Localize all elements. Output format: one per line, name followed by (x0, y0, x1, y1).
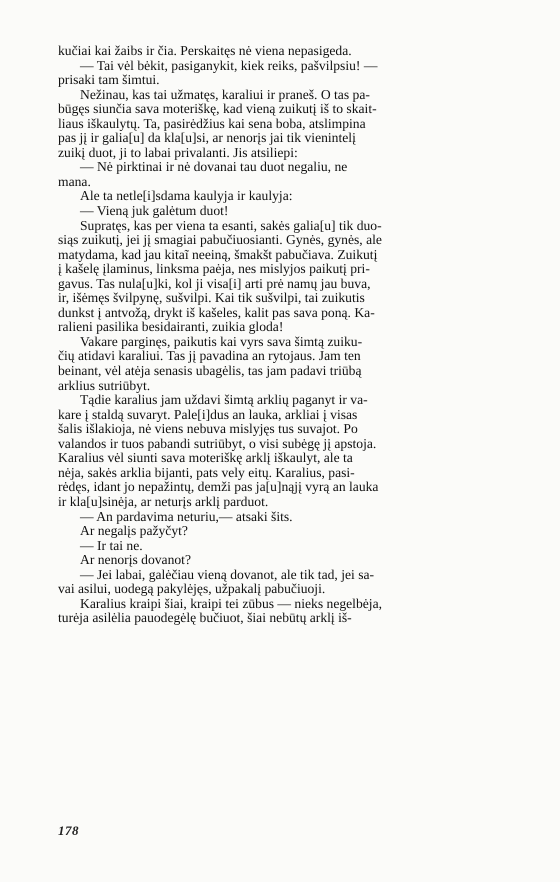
text-line: matydama, kad jau kitaĩ neeiną, šmakšt pabučiava. Zuikutį (58, 247, 378, 262)
text-line: prisaki tam šimtui. (58, 73, 160, 88)
text-line: ralieni pasilika besidairanti, zuikia gloda! (58, 320, 284, 335)
text-line: nėja, sakės arklia bijanti, pats vely eitų. Karalius, pasi- (58, 465, 355, 480)
text-line: gavus. Tas nula[u]ki, kol ji visa[i] arti prė namų jau buva, (58, 276, 371, 291)
text-line: mana. (58, 174, 91, 189)
book-page (58, 44, 510, 844)
text-line: Tądie karalius jam uždavi šimtą arklių paganyt ir va- (80, 393, 368, 408)
text-line: valandos ir tuos pabandi sutriūbyt, o visi subėgę jį apstoja. (58, 436, 377, 451)
text-line: vai asilui, uodegą pakylėjęs, užpakalį pabučiuoji. (58, 582, 326, 597)
text-line: pas jį ir galia[u] da kla[u]si, ar nenorįs jai tik vienintelį (58, 131, 356, 146)
text-line: Karalius vėl siunti sava moteriškę arklį iškaulyt, ale ta (58, 451, 353, 466)
text-line: — An pardavima neturiu,— atsaki šits. (80, 509, 293, 524)
text-line: — Ir tai ne. (80, 538, 143, 553)
text-line: Ar nenorįs dovanot? (80, 553, 191, 568)
text-line: į kašelę įlaminus, linksma paėja, nes mislyjos paikutį pri- (58, 262, 370, 277)
text-line: kare į staldą suvaryt. Pale[i]dus an lauka, arkliai į visas (58, 407, 358, 422)
text-line: turėja asilėlia pauodegėlę bučiuot, šiai nebūtų arklį iš- (58, 611, 352, 626)
text-line: — Jei labai, galėčiau vieną dovanot, ale tik tad, jei sa- (80, 567, 375, 582)
text-line: kučiai kai žaibs ir čia. Perskaitęs nė viena nepasigeda. (58, 44, 352, 58)
text-line: Ar negalįs pažyčyt? (80, 524, 188, 539)
text-line: ir, išėmęs švilpynę, sušvilpi. Kai tik sušvilpi, tai zuikutis (58, 291, 365, 306)
text-line: rėdęs, idant jo nepažintų, demži pas ja[u]nąjį vyrą an lauka (58, 480, 379, 495)
text-line: Vakare parginęs, paikutis kai vyrs sava šimtą zuiku- (80, 334, 363, 349)
text-line: Ale ta netle[i]sdama kaulyja ir kaulyja: (80, 189, 293, 204)
text-line: šalis išlakioja, nė viens nebuva mislyjęs tus suvajot. Po (58, 422, 358, 437)
text-line: — Nė pirktinai ir nė dovanai tau duot negaliu, ne (80, 160, 348, 175)
text-line: liaus iškaulytų. Ta, pasirėdžius kai sena boba, atslimpina (58, 116, 366, 131)
text-line: — Vieną juk galėtum duot! (80, 204, 229, 219)
text-line: — Tai vėl bėkit, pasiganykit, kiek reiks, pašvilpsiu! — (80, 58, 378, 73)
text-line: čių atidavi karaliui. Tas jį pavadina an rytojaus. Jam ten (58, 349, 361, 364)
text-line: ir kla[u]sinėja, ar neturįs arklį parduot. (58, 494, 269, 509)
text-line: dunkst į antvožą, drykt iš kašeles, kalit pas sava poną. Ka- (58, 305, 375, 320)
text-line: zuikį duot, ji to labai privalanti. Jis atsiliepi: (58, 145, 298, 160)
text-line: Supratęs, kas per viena ta esanti, sakės galia[u] tik duo- (80, 218, 382, 233)
text-line: siąs zuikutį, jei jį smagiai pabučiuosianti. Gynės, gynės, ale (58, 233, 382, 248)
text-line: Karalius kraipi šiai, kraipi tei zūbus — nieks negelbėja, (80, 596, 382, 611)
page-text (58, 44, 510, 626)
text-line: Nežinau, kas tai užmatęs, karaliui ir praneš. O tas pa- (80, 87, 370, 102)
text-line: būgęs siunčia sava moteriškę, kad vieną zuikutį iš to skait- (58, 102, 377, 117)
page-number: 178 (58, 823, 79, 838)
text-line: arklius sutriūbyt. (58, 378, 151, 393)
text-line: beinant, vėl atėja senasis ubagėlis, tas jam padavi triūbą (58, 364, 362, 379)
